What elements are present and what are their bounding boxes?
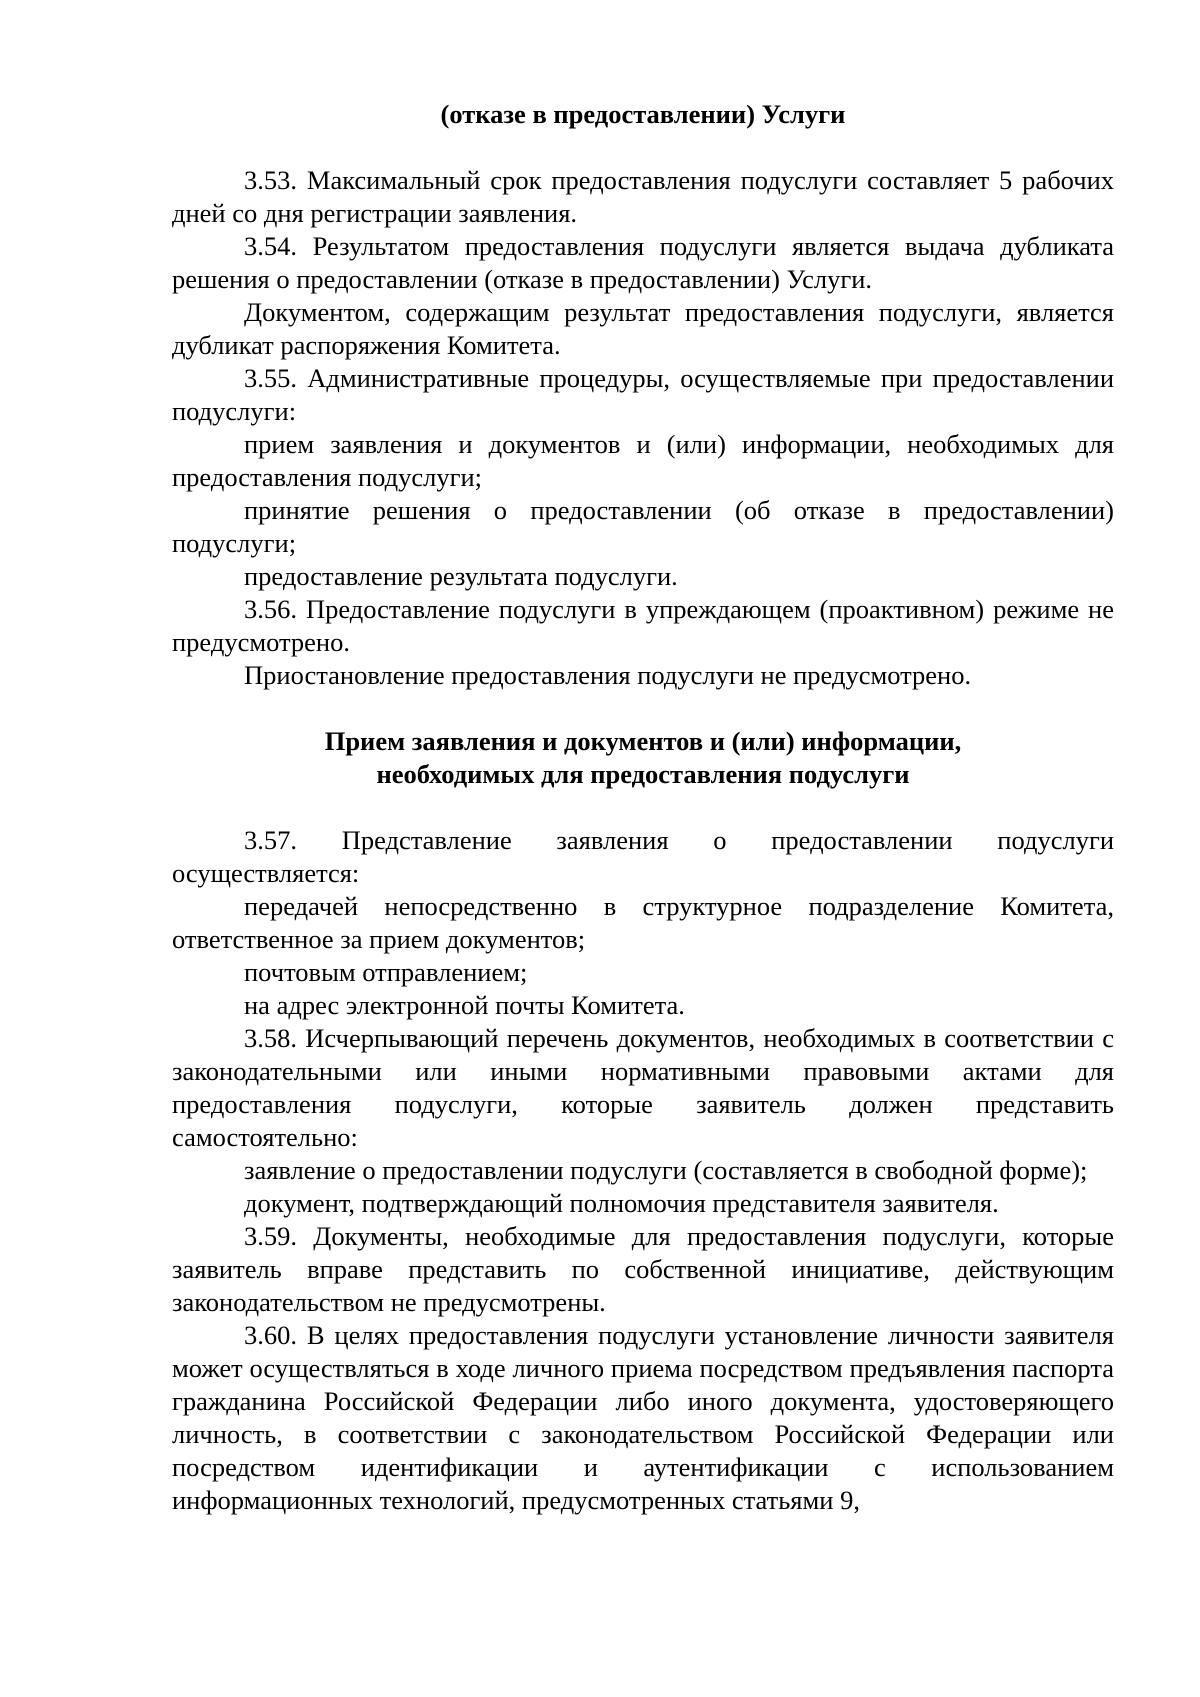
spacer: [172, 692, 1114, 725]
paragraph-3-59: 3.59. Документы, необходимые для предоставления подуслуги, которые заявитель вправе представить по собственной инициативе, действующим законодательством не предусмотрены.: [172, 1221, 1114, 1317]
paragraph-suspension: Приостановление предоставления подуслуги не предусмотрено.: [244, 660, 972, 690]
paragraph-result-document: Документом, содержащим результат предоставления подуслуги, является дубликат распоряжения Комитета.: [172, 297, 1114, 360]
paragraph-3-54: 3.54. Результатом предоставления подуслуги является выдача дубликата решения о предоставлении (отказе в предоставлении) Услуги.: [172, 231, 1114, 294]
list-item-procedure-2: принятие решения о предоставлении (об отказе в предоставлении) подуслуги;: [172, 495, 1114, 558]
list-item-submission-1: передачей непосредственно в структурное подразделение Комитета, ответственное за прием документов;: [172, 891, 1114, 954]
document-content: [172, 98, 1114, 1517]
paragraph-3-57: 3.57. Представление заявления о предоставлении подуслуги осуществляется:: [172, 825, 1114, 888]
list-item-document-1: заявление о предоставлении подуслуги (составляется в свободной форме);: [244, 1155, 1088, 1185]
paragraph-3-60: 3.60. В целях предоставления подуслуги установление личности заявителя может осуществляться в ходе личного приема посредством предъявления паспорта гражданина Российской Федерации либо иного документа, удостоверяющего личность, в соответствии с законодательством Российской Федерации или посредством идентификации и аутентификации с использованием информационных технологий, предусмотренных статьями 9,: [172, 1320, 1114, 1515]
list-item-procedure-1: прием заявления и документов и (или) информации, необходимых для предоставления подуслуги;: [172, 429, 1114, 492]
paragraph-3-53: 3.53. Максимальный срок предоставления подуслуги составляет 5 рабочих дней со дня регистрации заявления.: [172, 165, 1114, 228]
list-item-submission-2: почтовым отправлением;: [244, 957, 528, 987]
list-item-document-2: документ, подтверждающий полномочия представителя заявителя.: [244, 1188, 999, 1218]
spacer: [172, 131, 1114, 164]
section-heading-line-1: Прием заявления и документов и (или) информации,: [324, 726, 962, 756]
paragraph-3-58: 3.58. Исчерпывающий перечень документов, необходимых в соответствии с законодательными или иными нормативными правовыми актами для предоставления подуслуги, которые заявитель должен представить самостоятельно:: [172, 1023, 1114, 1152]
paragraph-3-55: 3.55. Административные процедуры, осуществляемые при предоставлении подуслуги:: [172, 363, 1114, 426]
section-heading-reception: [172, 725, 1114, 791]
spacer: [172, 791, 1114, 824]
paragraph-3-56: 3.56. Предоставление подуслуги в упреждающем (проактивном) режиме не предусмотрено.: [172, 594, 1114, 657]
list-item-submission-3: на адрес электронной почты Комитета.: [244, 990, 685, 1020]
section-heading-line-2: необходимых для предоставления подуслуги: [376, 759, 910, 789]
section-heading-top: (отказе в предоставлении) Услуги: [440, 99, 846, 129]
list-item-procedure-3: предоставление результата подуслуги.: [244, 561, 678, 591]
